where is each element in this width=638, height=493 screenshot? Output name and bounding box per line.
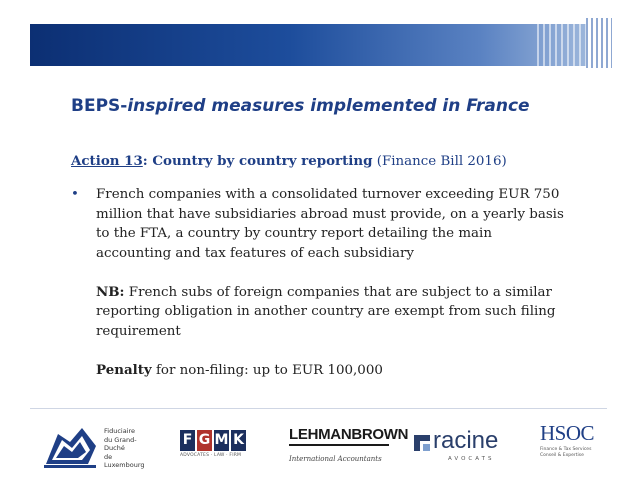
- fgmk-tagline: ADVOCATES · LAW · FIRM: [180, 453, 242, 458]
- hsoc-logo: [540, 422, 602, 470]
- header-bar: [30, 24, 607, 66]
- slide-title: [71, 96, 530, 116]
- fgmk-letter: F: [180, 430, 195, 451]
- racine-name: racine: [433, 427, 499, 454]
- nb-label: NB:: [96, 283, 125, 300]
- footer-divider: [30, 408, 607, 409]
- nb-text: French subs of foreign companies that are subject to a similar reporting obligation in another country are exempt from such filing requirement: [96, 284, 556, 339]
- paragraph-gap: [71, 263, 571, 283]
- action-label: Action 13: [71, 153, 143, 169]
- racine-logo: [414, 429, 510, 465]
- hsoc-subtitle-line: Conseil & Expertise: [540, 453, 584, 458]
- action-separator: :: [142, 153, 148, 169]
- bullet-text: French companies with a consolidated turnover exceeding EUR 750 million that have subsidiaries abroad must provide, on a yearly basis to the FTA, a country by country report detailing the main accounting and tax features of each subsidiary: [96, 187, 564, 261]
- penalty-paragraph: [96, 361, 571, 381]
- lehmanbrown-chinese-text: [289, 448, 389, 455]
- lehmanbrown-name: LEHMANBROWN: [289, 426, 389, 446]
- action-title: Country by country reporting: [147, 153, 373, 169]
- hsoc-subtitle-line: Finance & Tax Services: [540, 447, 592, 452]
- fiduciaire-line: de Luxembourg: [104, 452, 145, 469]
- fiduciaire-line: Fiduciaire: [104, 427, 136, 435]
- header-bar-end-pattern: [586, 18, 612, 68]
- action-reference: (Finance Bill 2016): [372, 154, 507, 169]
- fgmk-letter: M: [214, 430, 229, 451]
- penalty-label: Penalty: [96, 361, 152, 378]
- title-rest: inspired measures implemented in France: [127, 96, 530, 116]
- hsoc-subtitle: [540, 447, 602, 459]
- fgmk-letter: G: [197, 430, 212, 451]
- fgmk-letters: [180, 430, 256, 451]
- racine-mark-icon: [414, 435, 430, 451]
- fiduciaire-luxembourg-logo: [42, 424, 152, 470]
- action-heading: [71, 153, 507, 169]
- lion-emblem-icon: [42, 424, 100, 470]
- lehmanbrown-subtitle: International Accountants: [289, 455, 382, 463]
- lehmanbrown-logo: [289, 426, 409, 468]
- racine-subtitle: AVOCATS: [448, 456, 495, 462]
- penalty-text: for non-filing: up to EUR 100,000: [151, 362, 383, 378]
- fgmk-letter: K: [231, 430, 246, 451]
- fgmk-logo: [180, 430, 256, 464]
- title-lead: BEPS-: [71, 96, 128, 116]
- bullet-marker: •: [71, 187, 79, 202]
- fiduciaire-line: du Grand-Duché: [104, 435, 137, 452]
- fiduciaire-text: [104, 427, 152, 470]
- paragraph-gap: [71, 341, 571, 361]
- nb-paragraph: [96, 283, 571, 342]
- hsoc-name: HSOC: [540, 421, 595, 445]
- bullet-item: [71, 185, 571, 380]
